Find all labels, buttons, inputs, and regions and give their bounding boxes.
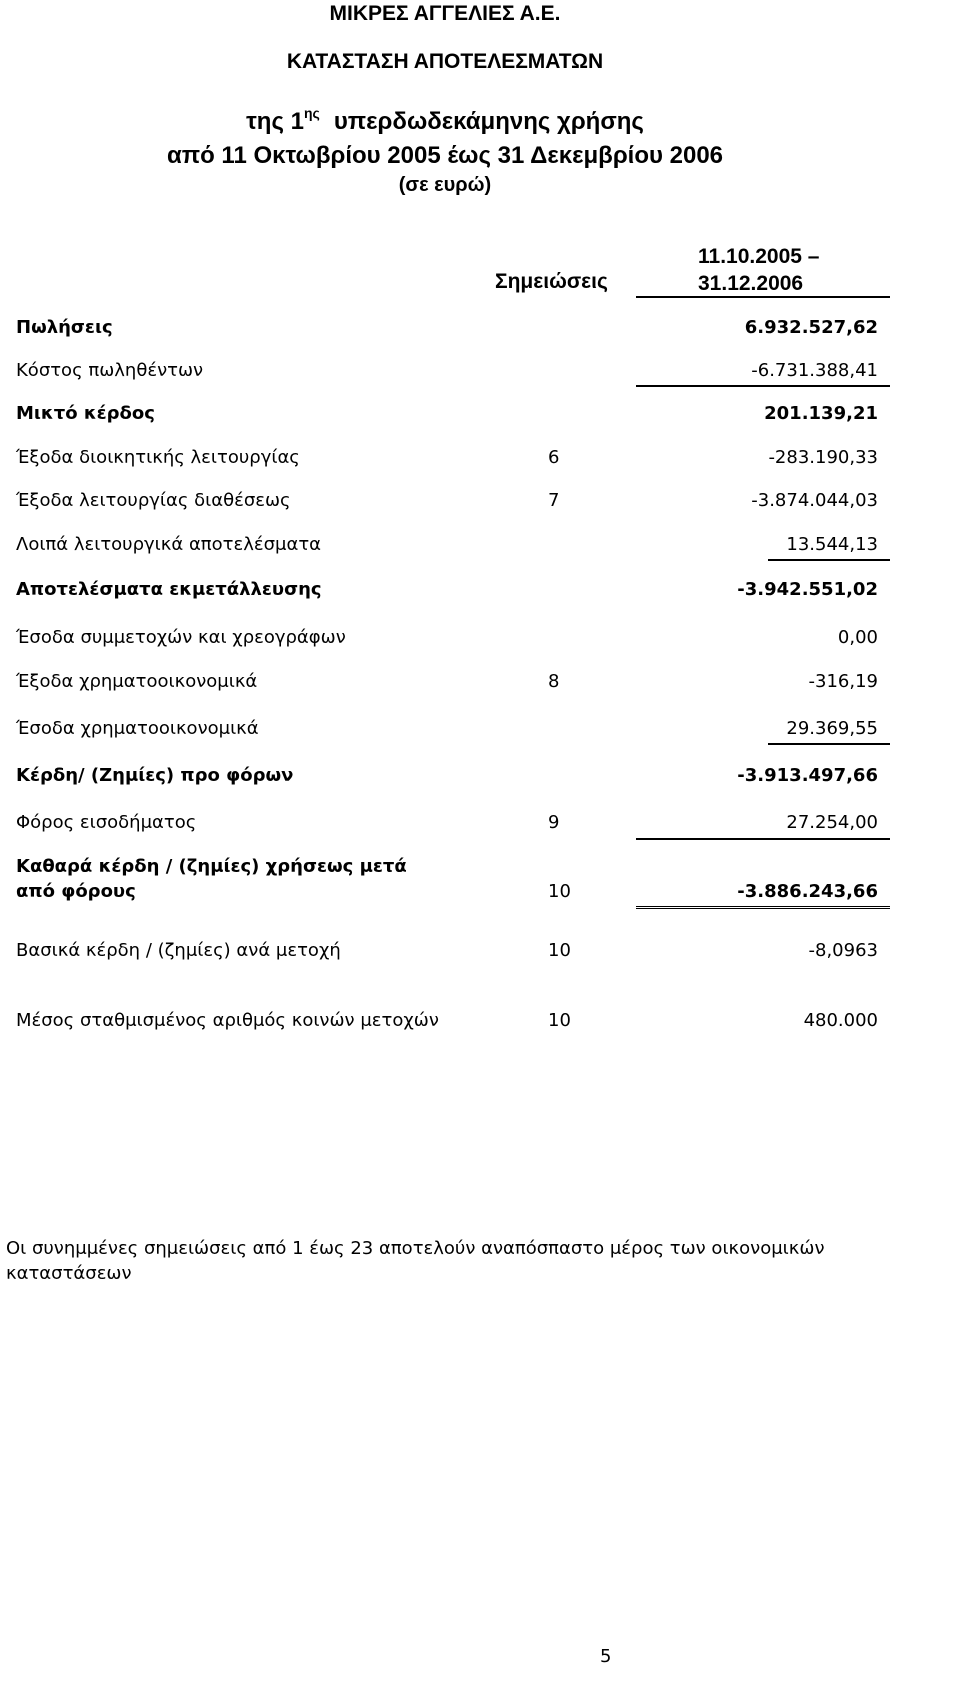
statement-title: ΚΑΤΑΣΤΑΣΗ ΑΠΟΤΕΛΕΣΜΑΤΩΝ <box>286 50 604 73</box>
row-value: -3.913.497,66 <box>737 765 878 786</box>
notes-column-header: Σημειώσεις <box>495 270 608 293</box>
table-row-net-profit-after-tax <box>16 856 890 906</box>
table-row-finance-costs <box>16 671 890 701</box>
subtotal-rule <box>768 559 890 561</box>
row-label: Έσοδα συμμετοχών και χρεογράφων <box>16 627 346 648</box>
period-column-header <box>698 243 888 297</box>
period-suffix: υπερδωδεκάμηνης χρήσης <box>333 108 644 135</box>
row-value: 29.369,55 <box>786 718 878 739</box>
table-row-admin-expenses <box>16 447 890 477</box>
table-row-operating-results <box>16 579 890 609</box>
row-label: Μέσος σταθμισμένος αριθμός κοινών μετοχών <box>16 1010 439 1031</box>
total-double-rule <box>636 906 890 909</box>
period-ordinal-suffix: ης <box>303 105 320 121</box>
table-row-sales <box>16 317 890 347</box>
row-label-line1: Καθαρά κέρδη / (ζημίες) χρήσεως μετά <box>16 856 407 877</box>
row-value: -3.886.243,66 <box>737 881 878 902</box>
row-note: 8 <box>548 671 560 692</box>
row-label: Λοιπά λειτουργικά αποτελέσματα <box>16 534 322 555</box>
row-value: -3.942.551,02 <box>737 579 878 600</box>
row-value: -316,19 <box>808 671 878 692</box>
subtotal-rule <box>636 385 890 387</box>
page-number: 5 <box>600 1646 612 1667</box>
footnote: Οι συνημμένες σημειώσεις από 1 έως 23 αποτελούν αναπόσπαστο μέρος των οικονομικών καταστάσεων <box>6 1238 825 1284</box>
row-value: 6.932.527,62 <box>744 317 878 338</box>
row-label: Έξοδα διοικητικής λειτουργίας <box>16 447 300 468</box>
currency-note: (σε ευρώ) <box>398 174 492 196</box>
company-name: ΜΙΚΡΕΣ ΑΓΓΕΛΙΕΣ Α.Ε. <box>329 2 561 25</box>
row-note: 6 <box>548 447 560 468</box>
row-label: Κέρδη/ (Ζημίες) προ φόρων <box>16 765 294 786</box>
row-label: Κόστος πωληθέντων <box>16 360 204 381</box>
period-range: από 11 Οκτωβρίου 2005 έως 31 Δεκεμβρίου 2006 <box>166 142 724 169</box>
table-row-distribution-expenses <box>16 490 890 520</box>
row-label-line2: από φόρους <box>16 881 136 902</box>
table-row-weighted-shares <box>16 1010 890 1040</box>
row-value: 201.139,21 <box>764 403 878 424</box>
row-label: Φόρος εισοδήματος <box>16 812 197 833</box>
header-underline <box>636 296 890 298</box>
row-label: Βασικά κέρδη / (ζημίες) ανά μετοχή <box>16 940 341 961</box>
period-column-header-line1: 11.10.2005 – <box>698 245 820 268</box>
row-value: 480.000 <box>803 1010 878 1031</box>
row-value: 13.544,13 <box>786 534 878 555</box>
table-row-basic-eps <box>16 940 890 970</box>
row-label: Αποτελέσματα εκμετάλλευσης <box>16 579 322 600</box>
fiscal-period-title <box>0 107 890 136</box>
row-label: Μικτό κέρδος <box>16 403 155 424</box>
table-row-gross-profit <box>16 403 890 433</box>
row-label: Πωλήσεις <box>16 317 113 338</box>
subtotal-rule <box>636 838 890 840</box>
row-value: 0,00 <box>837 627 878 648</box>
table-row-other-operating-results <box>16 534 890 564</box>
row-note: 10 <box>548 1010 571 1031</box>
table-row-profit-before-tax <box>16 765 890 795</box>
period-column-header-line2: 31.12.2006 <box>698 272 804 295</box>
subtotal-rule <box>768 743 890 745</box>
row-value: -8,0963 <box>808 940 878 961</box>
row-label: Έσοδα χρηματοοικονομικά <box>16 718 259 739</box>
table-row-finance-income <box>16 718 890 748</box>
row-label: Έξοδα χρηματοοικονομικά <box>16 671 258 692</box>
row-value: -6.731.388,41 <box>751 360 878 381</box>
row-label: Έξοδα λειτουργίας διαθέσεως <box>16 490 291 511</box>
row-value: 27.254,00 <box>786 812 878 833</box>
row-value: -283.190,33 <box>768 447 878 468</box>
row-note: 10 <box>548 940 571 961</box>
row-note: 9 <box>548 812 560 833</box>
row-note: 7 <box>548 490 560 511</box>
row-value: -3.874.044,03 <box>751 490 878 511</box>
period-prefix: της 1 <box>246 108 304 135</box>
row-note: 10 <box>548 881 571 902</box>
table-row-investment-income <box>16 627 890 657</box>
